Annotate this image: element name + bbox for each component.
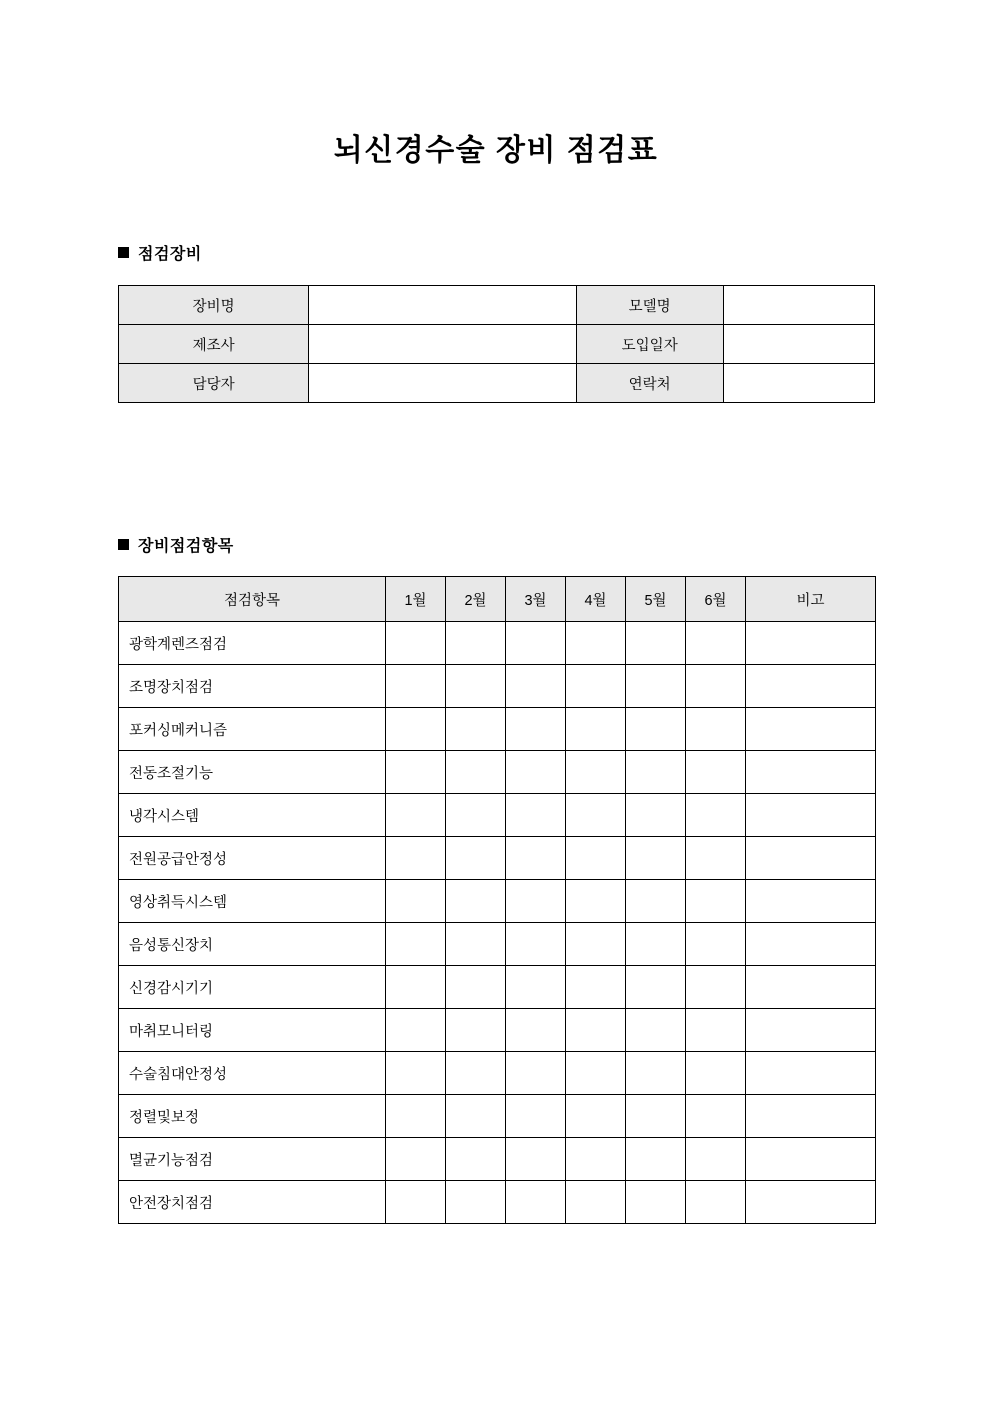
inspection-mark-cell-month-5[interactable]	[626, 966, 686, 1009]
inspection-mark-cell-month-4[interactable]	[566, 708, 626, 751]
inspection-mark-cell-month-3[interactable]	[506, 1181, 566, 1224]
inspection-mark-cell-month-4[interactable]	[566, 1181, 626, 1224]
inspection-item-name: 음성통신장치	[119, 923, 386, 966]
inspection-note-cell[interactable]	[746, 622, 876, 665]
table-row	[119, 1009, 876, 1052]
inspection-mark-cell-month-1[interactable]	[386, 923, 446, 966]
inspection-mark-cell-month-4[interactable]	[566, 1138, 626, 1181]
inspection-mark-cell-month-6[interactable]	[686, 1095, 746, 1138]
inspection-mark-cell-month-4[interactable]	[566, 1095, 626, 1138]
model-name-label: 모델명	[576, 286, 723, 325]
inspection-mark-cell-month-2[interactable]	[446, 923, 506, 966]
inspection-mark-cell-month-3[interactable]	[506, 794, 566, 837]
inspection-mark-cell-month-3[interactable]	[506, 880, 566, 923]
inspection-mark-cell-month-4[interactable]	[566, 837, 626, 880]
inspection-mark-cell-month-6[interactable]	[686, 880, 746, 923]
checklist-body	[119, 622, 876, 1224]
inspection-note-cell[interactable]	[746, 923, 876, 966]
table-row	[119, 665, 876, 708]
inspection-item-name: 조명장치점검	[119, 665, 386, 708]
inspection-mark-cell-month-1[interactable]	[386, 794, 446, 837]
inspection-mark-cell-month-3[interactable]	[506, 966, 566, 1009]
table-row	[119, 708, 876, 751]
inspection-item-name: 포커싱메커니즘	[119, 708, 386, 751]
page-title: 뇌신경수술 장비 점검표	[333, 134, 659, 167]
table-row	[119, 1095, 876, 1138]
inspection-item-name: 전원공급안정성	[119, 837, 386, 880]
inspection-mark-cell-month-6[interactable]	[686, 622, 746, 665]
inspection-mark-cell-month-1[interactable]	[386, 837, 446, 880]
install-date-label: 도입일자	[576, 325, 723, 364]
inspection-mark-cell-month-1[interactable]	[386, 1138, 446, 1181]
inspection-mark-cell-month-2[interactable]	[446, 966, 506, 1009]
column-header-month-3: 3월	[506, 577, 566, 622]
checklist-section-heading-label: 장비점검항목	[138, 538, 234, 555]
checklist-section	[0, 403, 992, 1224]
equipment-section-heading	[0, 247, 992, 263]
column-header-month-4: 4월	[566, 577, 626, 622]
install-date-field[interactable]	[723, 325, 874, 364]
inspection-mark-cell-month-4[interactable]	[566, 751, 626, 794]
inspection-checklist-table	[118, 576, 876, 1224]
inspection-mark-cell-month-3[interactable]	[506, 1009, 566, 1052]
inspection-mark-cell-month-2[interactable]	[446, 665, 506, 708]
inspection-mark-cell-month-5[interactable]	[626, 1052, 686, 1095]
inspection-note-cell[interactable]	[746, 665, 876, 708]
inspection-note-cell[interactable]	[746, 1052, 876, 1095]
inspection-mark-cell-month-4[interactable]	[566, 966, 626, 1009]
inspection-mark-cell-month-6[interactable]	[686, 794, 746, 837]
manufacturer-field[interactable]	[309, 325, 576, 364]
inspection-mark-cell-month-1[interactable]	[386, 1052, 446, 1095]
inspection-mark-cell-month-2[interactable]	[446, 751, 506, 794]
inspection-item-name: 마취모니터링	[119, 1009, 386, 1052]
manufacturer-label: 제조사	[119, 325, 309, 364]
inspection-mark-cell-month-1[interactable]	[386, 751, 446, 794]
inspection-mark-cell-month-3[interactable]	[506, 1138, 566, 1181]
inspection-item-name: 광학계렌즈점검	[119, 622, 386, 665]
inspection-mark-cell-month-5[interactable]	[626, 1095, 686, 1138]
inspection-note-cell[interactable]	[746, 708, 876, 751]
inspection-mark-cell-month-2[interactable]	[446, 708, 506, 751]
inspection-mark-cell-month-1[interactable]	[386, 622, 446, 665]
inspection-item-name: 신경감시기기	[119, 966, 386, 1009]
table-row	[119, 286, 875, 325]
table-row	[119, 622, 876, 665]
inspection-mark-cell-month-2[interactable]	[446, 622, 506, 665]
inspection-note-cell[interactable]	[746, 880, 876, 923]
table-row	[119, 1138, 876, 1181]
column-header-item: 점검항목	[119, 577, 386, 622]
table-row	[119, 966, 876, 1009]
equipment-info-section	[0, 169, 992, 403]
inspection-mark-cell-month-6[interactable]	[686, 966, 746, 1009]
inspection-note-cell[interactable]	[746, 1181, 876, 1224]
inspection-mark-cell-month-1[interactable]	[386, 1009, 446, 1052]
inspection-note-cell[interactable]	[746, 1009, 876, 1052]
inspection-mark-cell-month-1[interactable]	[386, 966, 446, 1009]
inspection-mark-cell-month-6[interactable]	[686, 837, 746, 880]
inspection-note-cell[interactable]	[746, 751, 876, 794]
inspection-mark-cell-month-2[interactable]	[446, 1138, 506, 1181]
inspection-mark-cell-month-1[interactable]	[386, 1095, 446, 1138]
inspection-note-cell[interactable]	[746, 837, 876, 880]
inspection-mark-cell-month-4[interactable]	[566, 880, 626, 923]
inspection-mark-cell-month-5[interactable]	[626, 794, 686, 837]
table-row	[119, 1052, 876, 1095]
table-row	[119, 364, 875, 403]
table-row	[119, 1181, 876, 1224]
checklist-section-heading	[0, 539, 992, 555]
black-square-bullet-icon	[118, 247, 129, 258]
manager-field[interactable]	[309, 364, 576, 403]
inspection-mark-cell-month-6[interactable]	[686, 751, 746, 794]
inspection-mark-cell-month-6[interactable]	[686, 1009, 746, 1052]
table-row	[119, 751, 876, 794]
table-row	[119, 794, 876, 837]
inspection-mark-cell-month-1[interactable]	[386, 708, 446, 751]
inspection-mark-cell-month-4[interactable]	[566, 794, 626, 837]
inspection-mark-cell-month-2[interactable]	[446, 1095, 506, 1138]
inspection-item-name: 영상취득시스템	[119, 880, 386, 923]
contact-label: 연락처	[576, 364, 723, 403]
inspection-mark-cell-month-2[interactable]	[446, 837, 506, 880]
equipment-section-heading-label: 점검장비	[138, 246, 202, 263]
inspection-mark-cell-month-1[interactable]	[386, 880, 446, 923]
inspection-mark-cell-month-1[interactable]	[386, 665, 446, 708]
table-row	[119, 325, 875, 364]
inspection-mark-cell-month-5[interactable]	[626, 1181, 686, 1224]
inspection-mark-cell-month-6[interactable]	[686, 1181, 746, 1224]
inspection-mark-cell-month-3[interactable]	[506, 708, 566, 751]
inspection-mark-cell-month-5[interactable]	[626, 708, 686, 751]
inspection-mark-cell-month-1[interactable]	[386, 1181, 446, 1224]
column-header-note: 비고	[746, 577, 876, 622]
manager-label: 담당자	[119, 364, 309, 403]
table-row	[119, 923, 876, 966]
inspection-mark-cell-month-3[interactable]	[506, 665, 566, 708]
inspection-mark-cell-month-4[interactable]	[566, 1009, 626, 1052]
inspection-mark-cell-month-5[interactable]	[626, 1009, 686, 1052]
contact-field[interactable]	[723, 364, 874, 403]
inspection-mark-cell-month-5[interactable]	[626, 880, 686, 923]
inspection-mark-cell-month-4[interactable]	[566, 622, 626, 665]
inspection-mark-cell-month-5[interactable]	[626, 1138, 686, 1181]
inspection-mark-cell-month-2[interactable]	[446, 794, 506, 837]
inspection-item-name: 안전장치점검	[119, 1181, 386, 1224]
inspection-mark-cell-month-4[interactable]	[566, 665, 626, 708]
inspection-mark-cell-month-3[interactable]	[506, 923, 566, 966]
inspection-note-cell[interactable]	[746, 794, 876, 837]
inspection-mark-cell-month-6[interactable]	[686, 708, 746, 751]
inspection-mark-cell-month-5[interactable]	[626, 622, 686, 665]
inspection-mark-cell-month-2[interactable]	[446, 1181, 506, 1224]
inspection-mark-cell-month-2[interactable]	[446, 1052, 506, 1095]
inspection-item-name: 정렬및보정	[119, 1095, 386, 1138]
column-header-month-1: 1월	[386, 577, 446, 622]
inspection-mark-cell-month-6[interactable]	[686, 1052, 746, 1095]
table-row	[119, 880, 876, 923]
inspection-item-name: 멸균기능점검	[119, 1138, 386, 1181]
inspection-item-name: 수술침대안정성	[119, 1052, 386, 1095]
inspection-note-cell[interactable]	[746, 1095, 876, 1138]
inspection-mark-cell-month-3[interactable]	[506, 622, 566, 665]
inspection-mark-cell-month-3[interactable]	[506, 1052, 566, 1095]
equipment-name-field[interactable]	[309, 286, 576, 325]
black-square-bullet-icon	[118, 539, 129, 550]
table-header-row	[119, 577, 876, 622]
inspection-mark-cell-month-2[interactable]	[446, 880, 506, 923]
model-name-field[interactable]	[723, 286, 874, 325]
inspection-mark-cell-month-2[interactable]	[446, 1009, 506, 1052]
inspection-mark-cell-month-5[interactable]	[626, 923, 686, 966]
inspection-mark-cell-month-6[interactable]	[686, 1138, 746, 1181]
inspection-mark-cell-month-5[interactable]	[626, 665, 686, 708]
inspection-mark-cell-month-5[interactable]	[626, 751, 686, 794]
inspection-note-cell[interactable]	[746, 1138, 876, 1181]
inspection-mark-cell-month-5[interactable]	[626, 837, 686, 880]
equipment-name-label: 장비명	[119, 286, 309, 325]
inspection-note-cell[interactable]	[746, 966, 876, 1009]
inspection-mark-cell-month-6[interactable]	[686, 665, 746, 708]
inspection-mark-cell-month-3[interactable]	[506, 837, 566, 880]
equipment-info-table	[118, 285, 875, 403]
table-row	[119, 837, 876, 880]
inspection-item-name: 냉각시스템	[119, 794, 386, 837]
inspection-mark-cell-month-3[interactable]	[506, 751, 566, 794]
inspection-mark-cell-month-3[interactable]	[506, 1095, 566, 1138]
inspection-mark-cell-month-4[interactable]	[566, 923, 626, 966]
inspection-mark-cell-month-6[interactable]	[686, 923, 746, 966]
column-header-month-5: 5월	[626, 577, 686, 622]
column-header-month-2: 2월	[446, 577, 506, 622]
inspection-item-name: 전동조절기능	[119, 751, 386, 794]
column-header-month-6: 6월	[686, 577, 746, 622]
inspection-mark-cell-month-4[interactable]	[566, 1052, 626, 1095]
